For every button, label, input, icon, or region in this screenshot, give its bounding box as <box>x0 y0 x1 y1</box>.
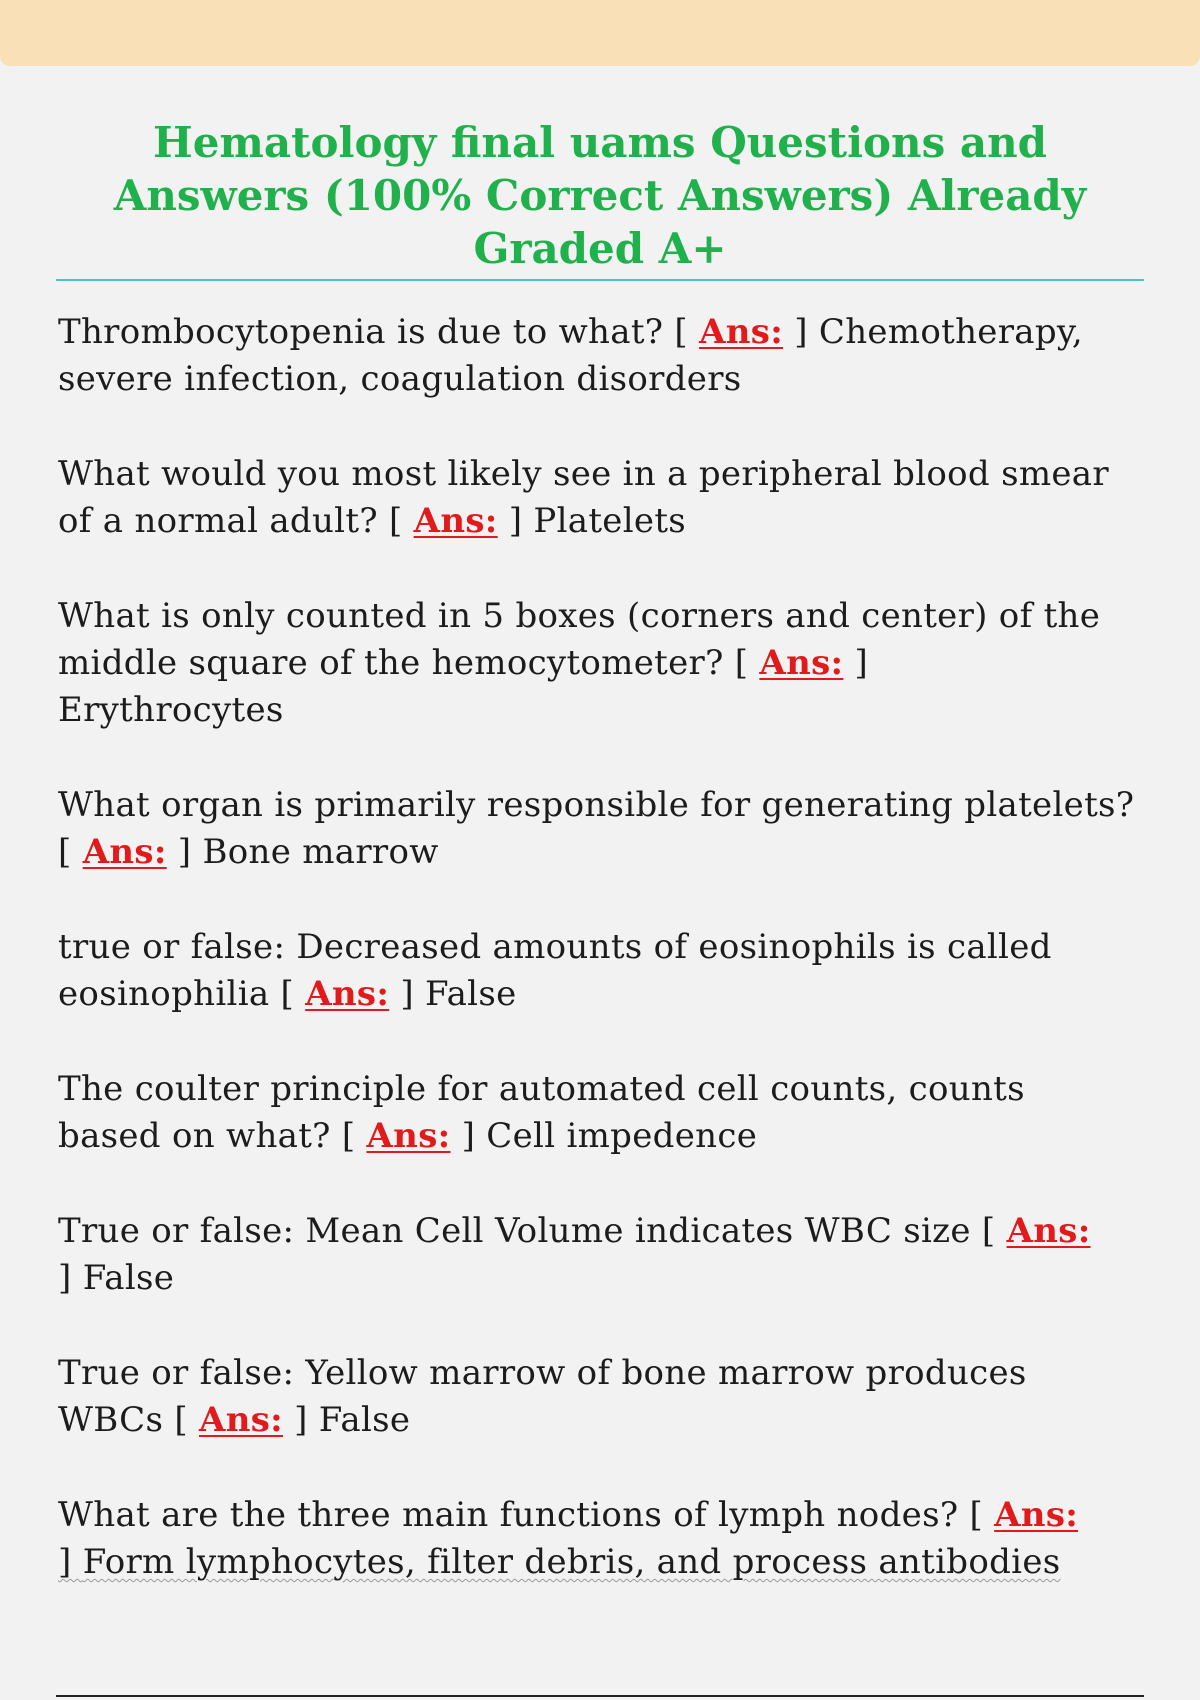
qa-list <box>58 309 1138 1634</box>
question-text: Thrombocytopenia is due to what? [ <box>58 312 700 352</box>
answer-bracket: ] <box>450 1116 487 1156</box>
answer-bracket: ] <box>783 312 819 352</box>
answer-text: Cell impedence <box>486 1116 758 1156</box>
qa-item <box>58 782 1138 876</box>
answer-label: Ans: <box>1006 1211 1091 1251</box>
question-text: What is only counted in 5 boxes (corners and center) of the middle square of the hemocytometer? [ <box>58 596 1101 683</box>
answer-bracket: ] <box>497 501 534 541</box>
answer-bracket: ] <box>166 832 203 872</box>
question-text: The coulter principle for automated cell counts, counts based on what? [ <box>58 1069 1025 1156</box>
answer-text: Form lymphocytes, filter debris, and process antibodies <box>82 1542 1061 1582</box>
answer-label: Ans: <box>413 501 498 541</box>
answer-bracket: ] <box>58 1542 83 1582</box>
answer-text: Erythrocytes <box>58 690 284 730</box>
header-band <box>0 0 1200 66</box>
answer-text: Bone marrow <box>202 832 439 872</box>
answer-bracket: ] <box>58 1258 83 1298</box>
document-title: Hematology final uams Questions and Answers (100% Correct Answers) Already Graded A+ <box>113 118 1087 273</box>
answer-bracket: ] <box>389 974 425 1014</box>
answer-label: Ans: <box>82 832 167 872</box>
answer-label: Ans: <box>305 974 390 1014</box>
answer-label: Ans: <box>366 1116 451 1156</box>
question-text: True or false: Yellow marrow of bone marrow produces WBCs [ <box>58 1353 1027 1440</box>
footer-divider <box>56 1695 1144 1697</box>
answer-text: False <box>318 1400 411 1440</box>
answer-label: Ans: <box>759 643 844 683</box>
answer-text: Platelets <box>533 501 687 541</box>
answer-label: Ans: <box>699 312 784 352</box>
question-text: True or false: Mean Cell Volume indicates WBC size [ <box>58 1211 1007 1251</box>
question-text: true or false: Decreased amounts of eosinophils is called eosinophilia [ <box>58 927 1052 1014</box>
qa-item <box>58 1208 1138 1302</box>
answer-bracket: ] <box>843 643 869 683</box>
question-text: What organ is primarily responsible for generating platelets? [ <box>58 785 1135 872</box>
answer-text: False <box>82 1258 175 1298</box>
qa-item <box>58 593 1138 734</box>
answer-label: Ans: <box>994 1495 1079 1535</box>
answer-bracket: ] <box>283 1400 319 1440</box>
answer-label: Ans: <box>199 1400 284 1440</box>
qa-item <box>58 924 1138 1018</box>
answer-text: False <box>425 974 517 1014</box>
qa-item <box>58 1066 1138 1160</box>
qa-item <box>58 1350 1138 1444</box>
answer-text: Chemotherapy, severe infection, coagulation disorders <box>58 312 1083 399</box>
qa-item <box>58 451 1138 545</box>
question-text: What are the three main functions of lymph nodes? [ <box>58 1495 995 1535</box>
qa-item <box>58 1492 1138 1586</box>
question-text: What would you most likely see in a peripheral blood smear of a normal adult? [ <box>58 454 1109 541</box>
qa-item <box>58 309 1138 403</box>
title-divider <box>56 279 1144 281</box>
